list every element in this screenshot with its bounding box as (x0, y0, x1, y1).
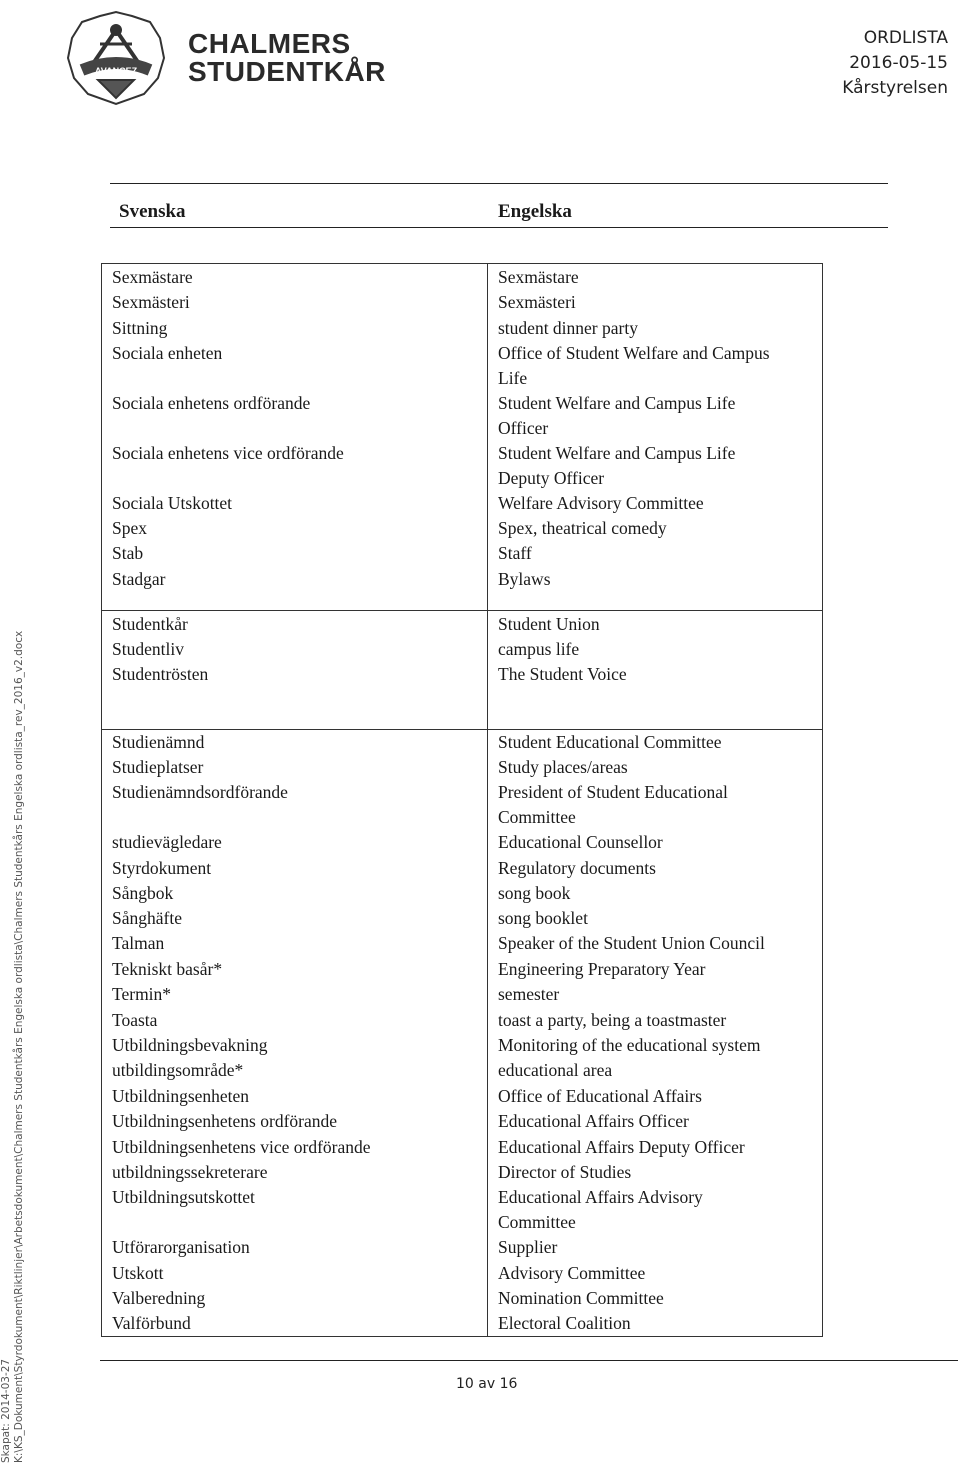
term-en: Educational Affairs Officer (498, 1111, 689, 1131)
term-en: Study places/areas (498, 757, 628, 777)
term-en: Spex, theatrical comedy (498, 518, 667, 538)
term-en: Welfare Advisory Committee (498, 493, 704, 513)
term-sv: Utbildningsenhetens ordförande (112, 1111, 338, 1131)
term-sv: Sociala Utskottet (112, 493, 233, 513)
brand-name (188, 30, 386, 86)
term-en: student dinner party (498, 318, 638, 338)
term-en: Sexmästeri (498, 292, 576, 312)
term-sv: Studienämndsordförande (112, 782, 288, 802)
term-en: Bylaws (498, 569, 551, 589)
column-divider (487, 263, 488, 1337)
term-en: The Student Voice (498, 664, 627, 684)
header-rule (110, 183, 888, 184)
term-en: Educational Counsellor (498, 832, 663, 852)
term-sv: Studentliv (112, 639, 184, 659)
term-en-cont: Committee (498, 807, 576, 827)
term-sv: Utförarorganisation (112, 1237, 250, 1257)
svg-text:AVANCEZ: AVANCEZ (94, 66, 138, 76)
created-date: Skapat: 2014-03-27 (0, 1358, 12, 1463)
footer-rule (100, 1360, 958, 1361)
term-sv: Sångbok (112, 883, 174, 903)
column-header-engelska: Engelska (498, 201, 572, 222)
term-sv: Utbildningsutskottet (112, 1187, 255, 1207)
term-sv: Spex (112, 518, 147, 538)
term-sv: Valförbund (112, 1313, 191, 1333)
term-sv: Talman (112, 933, 165, 953)
term-sv: Styrdokument (112, 858, 212, 878)
term-sv: Sittning (112, 318, 168, 338)
file-path: K:\KS_Dokument\Styrdokument\Riktlinjer\Arbetsdokument\Chalmers Studentkårs Engelska ordlista\Chalmers Studentkårs Engelska ordlista_rev_2016_v2.docx (13, 630, 25, 1463)
row-group-divider (101, 610, 823, 611)
term-sv: Toasta (112, 1010, 158, 1030)
doc-issuer: Kårstyrelsen (842, 78, 948, 98)
chalmers-studentkar-logo (60, 8, 172, 108)
term-sv: Stab (112, 543, 144, 563)
term-sv: Sexmästare (112, 267, 193, 287)
term-sv: Sociala enhetens vice ordförande (112, 443, 344, 463)
term-sv: Sexmästeri (112, 292, 190, 312)
term-sv: Studentrösten (112, 664, 209, 684)
column-header-svenska: Svenska (119, 201, 186, 222)
term-en: Sexmästare (498, 267, 579, 287)
term-en: Speaker of the Student Union Council (498, 933, 765, 953)
term-en: Office of Educational Affairs (498, 1086, 702, 1106)
term-sv: Termin* (112, 984, 172, 1004)
term-sv: Studentkår (112, 614, 188, 634)
doc-date: 2016-05-15 (849, 53, 948, 73)
term-sv: Tekniskt basår* (112, 959, 223, 979)
term-sv: Utbildningsenheten (112, 1086, 250, 1106)
term-en: Engineering Preparatory Year (498, 959, 706, 979)
brand-line-2: STUDENTKÅR (188, 56, 386, 87)
term-en: Electoral Coalition (498, 1313, 631, 1333)
column-header-rule (110, 227, 888, 228)
term-en: campus life (498, 639, 580, 659)
term-sv: Valberedning (112, 1288, 206, 1308)
term-en-cont: Committee (498, 1212, 576, 1232)
term-en: President of Student Educational (498, 782, 728, 802)
term-en: Regulatory documents (498, 858, 656, 878)
term-sv: Utskott (112, 1263, 164, 1283)
term-sv: studievägledare (112, 832, 222, 852)
term-sv: Utbildningsbevakning (112, 1035, 268, 1055)
term-en: Director of Studies (498, 1162, 632, 1182)
doc-type: ORDLISTA (863, 28, 948, 48)
term-en-cont: Deputy Officer (498, 468, 605, 488)
term-sv: Stadgar (112, 569, 166, 589)
term-sv: Studienämnd (112, 732, 205, 752)
term-sv: Sånghäfte (112, 908, 182, 928)
term-en: song book (498, 883, 571, 903)
term-en: Student Educational Committee (498, 732, 722, 752)
term-en: Supplier (498, 1237, 558, 1257)
page-number: 10 av 16 (456, 1376, 518, 1392)
term-en-cont: Officer (498, 418, 549, 438)
term-en: semester (498, 984, 560, 1004)
term-en: Staff (498, 543, 532, 563)
term-en: Office of Student Welfare and Campus (498, 343, 770, 363)
term-en: Monitoring of the educational system (498, 1035, 761, 1055)
term-en: educational area (498, 1060, 613, 1080)
term-sv: Sociala enheten (112, 343, 223, 363)
term-sv: utbildningssekreterare (112, 1162, 268, 1182)
term-en: song booklet (498, 908, 588, 928)
term-sv: Utbildningsenhetens vice ordförande (112, 1137, 371, 1157)
term-sv: utbildingsområde* (112, 1060, 244, 1080)
term-en-cont: Life (498, 368, 528, 388)
side-file-info (0, 631, 26, 1463)
term-en: Student Welfare and Campus Life (498, 393, 736, 413)
term-en: Student Welfare and Campus Life (498, 443, 736, 463)
brand-line-1: CHALMERS (188, 28, 351, 59)
term-en: toast a party, being a toastmaster (498, 1010, 727, 1030)
term-en: Nomination Committee (498, 1288, 664, 1308)
term-en: Educational Affairs Deputy Officer (498, 1137, 745, 1157)
term-sv: Studieplatser (112, 757, 204, 777)
document-header-info (842, 26, 948, 101)
term-sv: Sociala enhetens ordförande (112, 393, 311, 413)
term-en: Advisory Committee (498, 1263, 646, 1283)
term-en: Educational Affairs Advisory (498, 1187, 703, 1207)
term-en: Student Union (498, 614, 600, 634)
